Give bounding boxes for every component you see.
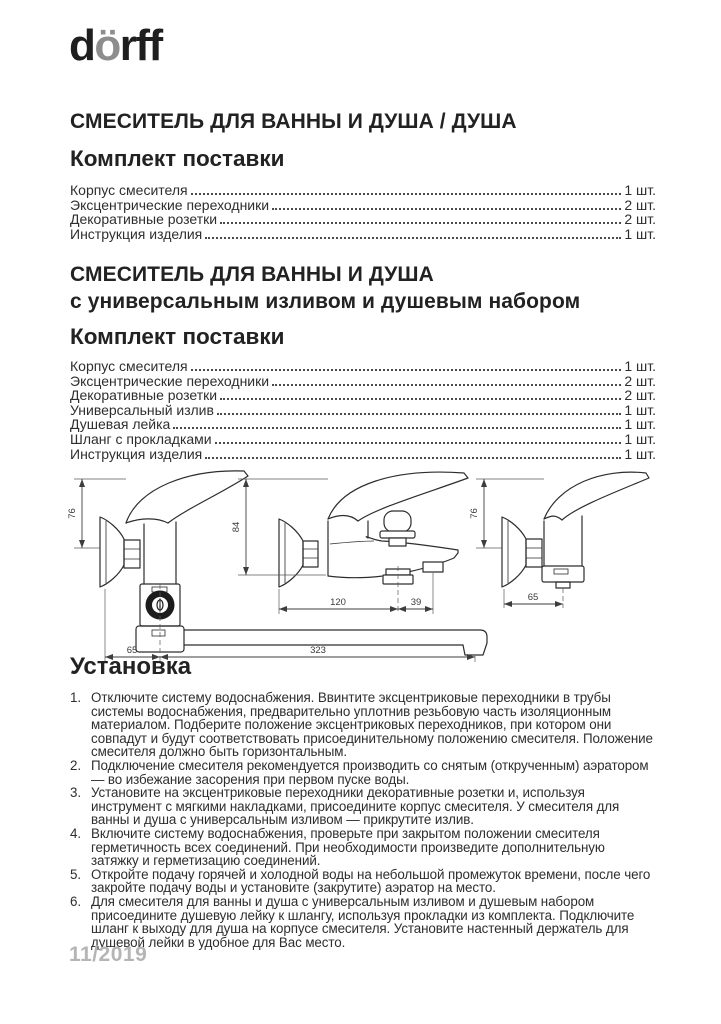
dotted-leader [272,384,621,386]
kit-item [70,432,656,447]
spout-outlet [423,562,443,572]
step-text: Откройте подачу горячей и холодной воды на небольшой промежуток времени, после чего закройте подачу воды и установите (закрутите) аэратор на место. [91,866,651,896]
dotted-leader [220,398,621,400]
step-number: 1. [70,690,81,705]
dotted-leader [205,237,621,239]
product-title-2 [70,261,580,315]
kit-item-label: Эксцентрические переходники [70,372,270,389]
dim-label-left-spout-length: 323 [310,645,326,656]
kit-item-label: Душевая лейка [70,416,171,433]
technical-drawing [66,466,658,666]
dim-label-left-wall-offset: 65 [126,645,138,656]
step-number: 3. [70,785,81,801]
step-number: 5. [70,866,81,882]
install-step [70,827,656,868]
dotted-leader [215,442,622,444]
dotted-leader [272,208,621,210]
installation-heading: Установка [70,653,192,680]
kit-item-qty: 1 шт. [624,225,656,242]
kit-item-qty: 2 шт. [624,387,656,404]
dotted-leader [191,369,622,371]
kit-item-label: Инструкция изделия [70,225,203,242]
kit-item [70,374,656,389]
kit-item [70,417,656,432]
kit-item-qty: 1 шт. [624,416,656,433]
brand-logo [69,21,162,70]
dotted-leader [173,427,621,429]
kit-heading-2: Комплект поставки [70,324,285,349]
faucet-shower-drawing [469,472,649,608]
kit-item-qty: 1 шт. [624,445,656,462]
kit-item-label: Эксцентрические переходники [70,196,270,213]
logo-part: rff [119,21,162,70]
kit-item-qty: 2 шт. [624,372,656,389]
kit-item-qty: 2 шт. [624,211,656,228]
step-number: 6. [70,893,81,909]
kit-item-label: Шланг с прокладками [70,430,212,447]
dim-label-middle-spout-overhang: 39 [410,597,422,608]
dim-label-left-height: 76 [67,508,78,519]
dim-label-middle-body-length: 120 [330,597,346,608]
kit-item-label: Декоративные розетки [70,387,218,404]
kit-item-label: Инструкция изделия [70,445,203,462]
kit-item-label: Декоративные розетки [70,211,218,228]
dotted-leader [220,222,621,224]
kit-heading-1: Комплект поставки [70,146,285,171]
step-text: Подключение смесителя рекомендуется производить со снятым (открученным) аэратором — во избежание засорения при первом пуске воды. [91,757,649,787]
product-title-2-line2: с универсальным изливом и душевым набором [70,290,581,313]
issue-date: 11/2019 [69,943,148,966]
product-title-1: СМЕСИТЕЛЬ ДЛЯ ВАННЫ И ДУША / ДУША [70,110,517,133]
step-text: Для смесителя для ванны и душа с универсальным изливом и душевым набором присоедините душевую лейку к шлангу, используя прокладки из комплекта. Подключите шланг к выходу для душа на корпусе смесителя. Установите настенный держатель для душевой лейки в удобное для Вас место. [91,893,635,950]
kit-item-label: Корпус смесителя [70,182,188,198]
kit-item [70,403,656,418]
kit-item-label: Корпус смесителя [70,358,188,374]
dotted-leader [217,413,621,415]
kit-item [70,227,656,242]
step-number: 4. [70,825,81,841]
logo-part-gray: ö [94,21,120,70]
install-step [70,786,656,827]
kit-item-qty: 1 шт. [624,430,656,447]
logo-part: d [69,21,95,70]
kit-list-2 [70,359,656,461]
faucet-bath-shower-drawing [231,472,468,614]
shower-outlet [556,582,570,588]
installation-steps [70,691,656,949]
diverter-pull-knob [384,511,411,532]
dotted-leader [205,457,621,459]
product-title-2-line1: СМЕСИТЕЛЬ ДЛЯ ВАННЫ И ДУША [70,263,434,286]
kit-item [70,183,656,198]
kit-item [70,359,656,374]
kit-item-qty: 1 шт. [624,358,656,374]
dim-label-right-height: 76 [469,508,480,519]
install-step [70,868,656,895]
kit-item-qty: 1 шт. [624,401,656,418]
kit-item [70,212,656,227]
kit-item [70,198,656,213]
kit-list-1 [70,183,656,241]
dotted-leader [191,193,622,195]
dim-label-middle-height: 84 [231,521,242,533]
step-text: Включите систему водоснабжения, проверьте при закрытом положении смесителя герметичность всех соединений. При необходимости произведите дополнительную затяжку и герметизацию соединений. [91,825,605,869]
kit-item [70,447,656,462]
kit-item-qty: 2 шт. [624,196,656,213]
kit-item [70,388,656,403]
install-step [70,691,656,759]
step-number: 2. [70,757,81,773]
dim-label-right-wall-offset: 65 [527,592,539,603]
step-text: Установите на эксцентриковые переходники декоративные розетки и, используя инструмент с мягкими накладками, присоедините корпус смесителя. У смесителя для ванны и душа с универсальным изливом — прикрутите излив. [91,785,620,828]
technical-drawing-svg [66,466,658,666]
step-text: Отключите систему водоснабжения. Ввинтите эксцентриковые переходники в трубы системы водоснабжения, предварительно уплотнив резьбовую часть изоляционным материалом. Подберите положение эксцентриковых переходников, при котором они совпадут и будут соответствовать присоединительному положению смесителя. Положение смесителя должно быть горизонтальным. [91,690,653,760]
kit-item-label: Универсальный излив [70,401,214,418]
install-step [70,895,656,949]
install-step [70,759,656,786]
kit-item-qty: 1 шт. [624,182,656,198]
